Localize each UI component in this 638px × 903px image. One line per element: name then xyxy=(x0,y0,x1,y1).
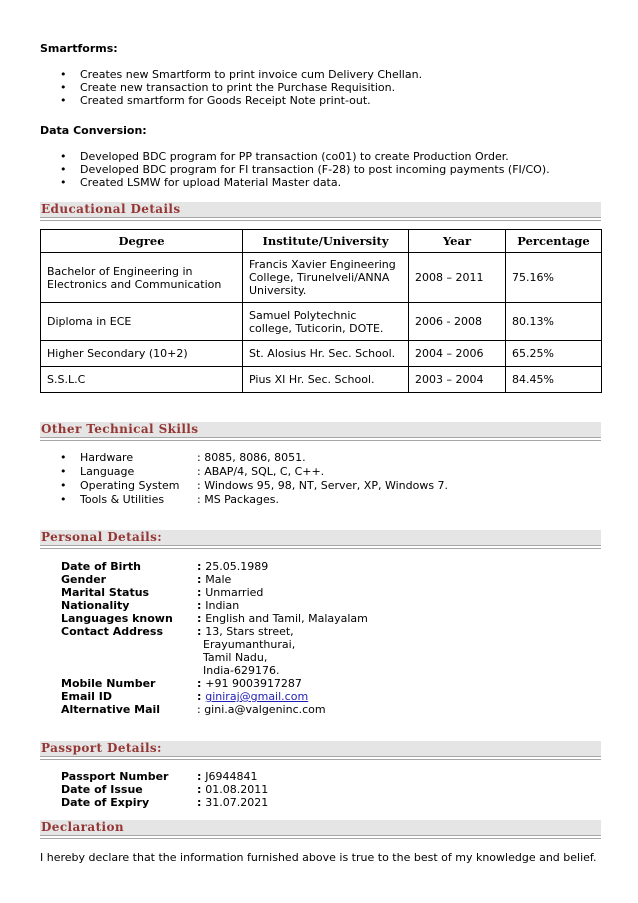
percentage-cell: 84.45% xyxy=(506,367,602,393)
resume-page: Smartforms: • Creates new Smartform to print invoice cum Delivery Chellan. • Create new transaction to print the Purchase Requisition. • Created smartform for Goods Receipt Note print-out. Data Conversion: • Developed BDC program for PP transaction (co01) to create Production Order. • Developed BDC program for FI transaction (F-28) to post incoming payments (FI/CO). • Created LSMW for upload Material Master data. Educational Details Degree Institute/University Year Percentage Bachelor of Engineering in Electronics and Communication Francis Xavier Engineering College, Tirunelveli/ANNA University. 2008 – 2011 75.16% Diploma in ECE Samuel Polytechnic college, Tuticorin, DOTE. 2006 - 2008 80.13% Higher Secondary (10+2) St. Alosius Hr. Sec. School. 2004 – 2006 65.25% S.S.L.C Pius XI Hr. Sec. School. 2003 – 2004 84.45% Other Technical Skills Hardware : 8085, 8086, 8051. Language : ABAP/4, SQL, C, C++. Operating System : Windows 95, 98, NT, Server, XP, Windows 7. Tools & Utilities : MS Packages. Personal Details: Date of Birth : 25.05.1989 Gender : Male Marital Status : Unmarried Nationality : Indian Languages known : English and Tamil, Malayalam Contact Address : 13, Stars street, Erayumanthurai, Tamil Nadu, India-629176. Mobile Number : +91 9003917287 Email ID : giniraj@gmail.com Alternative Mail : gini.a@valgeninc.com Passport Details: Passport Number : J6944841 Date of Issue : 01.08.2011 Date of Expiry : 31.07.2021 Declaration I hereby declare that the information furnished above is true to the best of my knowledge and belief. xyxy=(0,0,638,903)
skill-value: : MS Packages. xyxy=(197,493,279,506)
mobile-label: Mobile Number xyxy=(61,677,156,690)
percentage-cell: 80.13% xyxy=(506,303,602,341)
education-section-title: Educational Details xyxy=(41,202,181,216)
institute-cell: Francis Xavier Engineering College, Tirunelveli/ANNA University. xyxy=(243,253,409,303)
expiry-date-value: 31.07.2021 xyxy=(205,796,269,809)
education-table xyxy=(40,229,602,393)
table-header-row xyxy=(41,230,602,253)
email-link[interactable]: giniraj@gmail.com xyxy=(205,690,309,703)
passport-number-label: Passport Number xyxy=(61,770,169,783)
mobile-value: +91 9003917287 xyxy=(205,677,302,690)
email-label: Email ID xyxy=(61,690,112,703)
skill-label: Hardware xyxy=(80,451,134,464)
gender-value: Male xyxy=(205,573,232,586)
table-row xyxy=(41,367,602,393)
degree-cell: Higher Secondary (10+2) xyxy=(41,341,243,367)
nationality-label: Nationality xyxy=(61,599,130,612)
column-header-degree: Degree xyxy=(41,230,243,253)
list-item: • Developed BDC program for FI transaction (F-28) to post incoming payments (FI/CO). xyxy=(60,163,550,176)
passport-section-title: Passport Details: xyxy=(41,741,162,755)
skill-value: : ABAP/4, SQL, C, C++. xyxy=(197,465,325,478)
issue-date-label: Date of Issue xyxy=(61,783,143,796)
percentage-cell: 65.25% xyxy=(506,341,602,367)
list-item: • Developed BDC program for PP transaction (co01) to create Production Order. xyxy=(60,150,550,163)
dob-label: Date of Birth xyxy=(61,560,141,573)
table-row xyxy=(41,341,602,367)
degree-cell: Diploma in ECE xyxy=(41,303,243,341)
year-cell: 2004 – 2006 xyxy=(409,341,506,367)
dob-value: 25.05.1989 xyxy=(205,560,269,573)
degree-cell: Bachelor of Engineering in Electronics and Communication xyxy=(41,253,243,303)
institute-cell: Pius XI Hr. Sec. School. xyxy=(243,367,409,393)
year-cell: 2008 – 2011 xyxy=(409,253,506,303)
alt-mail-value: : gini.a@valgeninc.com xyxy=(197,703,326,716)
list-item: • Create new transaction to print the Purchase Requisition. xyxy=(60,81,422,94)
personal-section-header xyxy=(40,530,601,546)
table-row xyxy=(41,303,602,341)
address-line: 13, Stars street, xyxy=(205,625,294,638)
languages-label: Languages known xyxy=(61,612,173,625)
declaration-section-title: Declaration xyxy=(41,820,125,834)
percentage-cell: 75.16% xyxy=(506,253,602,303)
address-line: India-629176. xyxy=(203,664,280,677)
declaration-section-header xyxy=(40,820,601,836)
skills-section-title: Other Technical Skills xyxy=(41,422,199,436)
list-item: • Created smartform for Goods Receipt Note print-out. xyxy=(60,94,422,107)
passport-section-header xyxy=(40,741,601,757)
education-section-header xyxy=(40,202,601,218)
data-conversion-heading: Data Conversion: xyxy=(40,124,147,137)
expiry-date-label: Date of Expiry xyxy=(61,796,150,809)
year-cell: 2003 – 2004 xyxy=(409,367,506,393)
issue-date-value: 01.08.2011 xyxy=(205,783,269,796)
personal-section-title: Personal Details: xyxy=(41,530,163,544)
data-conversion-list xyxy=(60,150,550,189)
column-header-percentage: Percentage xyxy=(506,230,602,253)
gender-label: Gender xyxy=(61,573,107,586)
list-item: • Creates new Smartform to print invoice cum Delivery Chellan. xyxy=(60,68,422,81)
institute-cell: Samuel Polytechnic college, Tuticorin, DOTE. xyxy=(243,303,409,341)
institute-cell: St. Alosius Hr. Sec. School. xyxy=(243,341,409,367)
declaration-text: I hereby declare that the information furnished above is true to the best of my knowledge and belief. xyxy=(40,851,597,864)
nationality-value: Indian xyxy=(205,599,240,612)
passport-number-value: J6944841 xyxy=(205,770,258,783)
marital-value: Unmarried xyxy=(205,586,264,599)
alt-mail-label: Alternative Mail xyxy=(61,703,161,716)
marital-label: Marital Status xyxy=(61,586,150,599)
skills-section-header xyxy=(40,422,601,438)
table-row xyxy=(41,253,602,303)
column-header-year: Year xyxy=(409,230,506,253)
address-line: Tamil Nadu, xyxy=(203,651,268,664)
skill-label: Tools & Utilities xyxy=(80,493,165,506)
degree-cell: S.S.L.C xyxy=(41,367,243,393)
skill-value: : Windows 95, 98, NT, Server, XP, Windows 7. xyxy=(197,479,449,492)
year-cell: 2006 - 2008 xyxy=(409,303,506,341)
address-label: Contact Address xyxy=(61,625,163,638)
skill-value: : 8085, 8086, 8051. xyxy=(197,451,306,464)
column-header-institute: Institute/University xyxy=(243,230,409,253)
skill-label: Operating System xyxy=(80,479,180,492)
skill-label: Language xyxy=(80,465,135,478)
smartforms-list xyxy=(60,68,422,107)
address-line: Erayumanthurai, xyxy=(203,638,296,651)
languages-value: English and Tamil, Malayalam xyxy=(205,612,368,625)
smartforms-heading: Smartforms: xyxy=(40,42,118,55)
list-item: • Created LSMW for upload Material Master data. xyxy=(60,176,550,189)
